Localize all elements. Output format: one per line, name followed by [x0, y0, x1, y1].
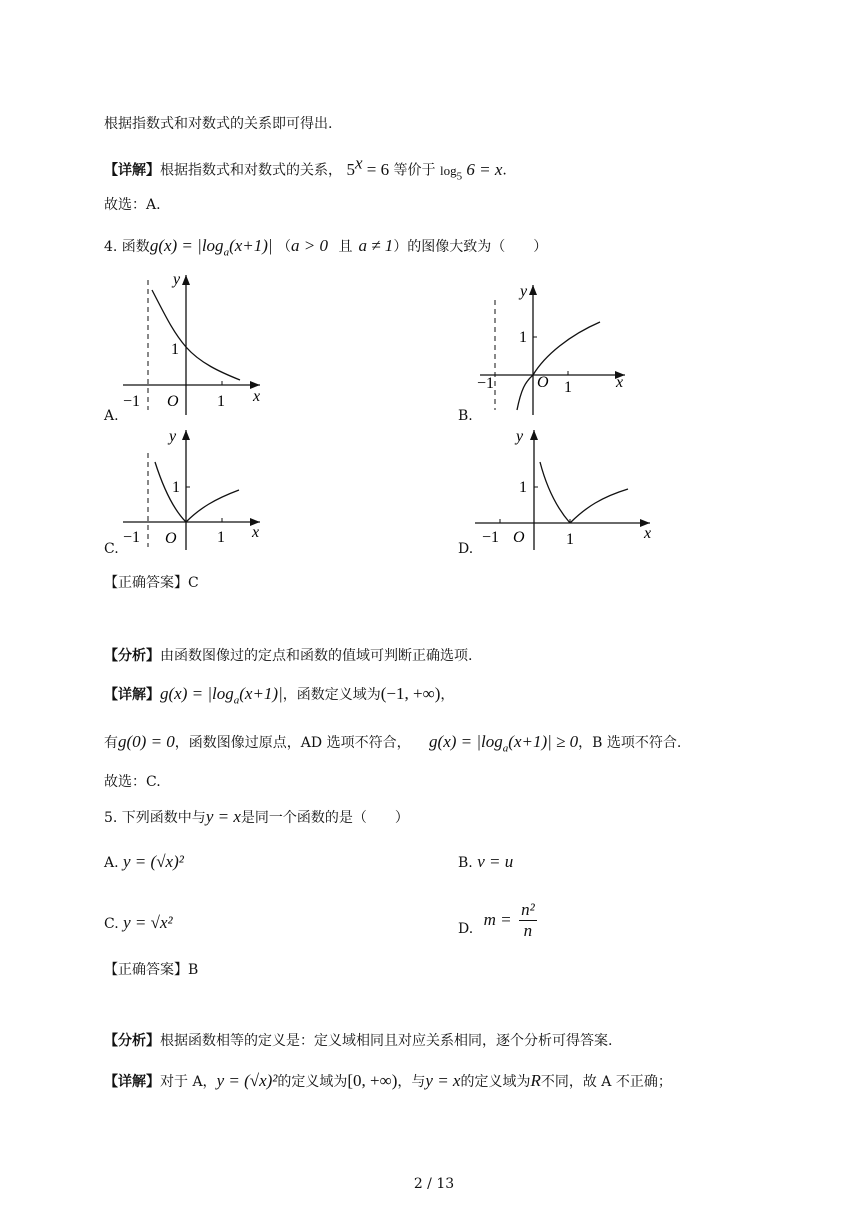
graph-b-x-label: x: [616, 374, 624, 391]
q5-d-numerator: n²: [521, 900, 535, 919]
graph-c-y-one: 1: [172, 479, 180, 496]
q4-cond1: a > 0: [291, 236, 329, 255]
option-c-label: C.: [104, 541, 119, 557]
q3-choice: 故选：A.: [104, 197, 161, 213]
q4-stem: 4. 函数$g(x) = |\log_a(x+1)|$ （a > 0 且 a ≠ 1）的图像大致为（ ）: [104, 236, 548, 259]
q3-expr1: $5^x = 6$: [346, 153, 390, 179]
q5-answer: 【正确答案】B: [104, 962, 199, 978]
q4-func: $g(x) = |\log_a(x+1)|$: [149, 236, 273, 259]
graph-a-y-label: y: [173, 271, 181, 288]
page-number: 2 / 13: [413, 1176, 455, 1192]
graph-d-y-label: y: [516, 428, 524, 445]
q4-domain: (−1, +∞): [380, 684, 441, 703]
q4-cond2: a ≠ 1: [358, 236, 394, 255]
graph-d-neg-one: −1: [482, 529, 500, 546]
q4-detail-line2: 有g(0) = 0，函数图像过原点，AD 选项不符合， $g(x) = |\log_a(x+1)| \ge 0$，B 选项不符合.: [104, 732, 682, 755]
graph-d-origin: O: [513, 529, 525, 546]
graph-b-one: 1: [564, 379, 572, 396]
graph-b-neg-one: −1: [477, 375, 495, 392]
q5-stem: 5. 下列函数中与y = x是同一个函数的是（ ）: [104, 807, 409, 826]
graph-a-x-label: x: [253, 388, 261, 405]
q4-detail-expr: $g(x) = |\log_a(x+1)|$: [160, 684, 283, 707]
q4-analysis: 【分析】由函数图像过的定点和函数的值域可判断正确选项.: [104, 648, 473, 664]
graph-c-one: 1: [217, 529, 225, 546]
graph-d-y-one: 1: [519, 479, 527, 496]
q5-option-a: A. y = (√x)²: [104, 852, 184, 871]
graph-b: [475, 280, 635, 420]
q5-option-d: D. m = $\frac{\text{n²}}{n}$: [458, 900, 535, 940]
graph-a: [115, 270, 275, 420]
q3-expr2: $\log_5 6 = x$: [440, 159, 503, 183]
intro-line: 根据指数式和对数式的关系即可得出.: [104, 116, 333, 132]
q5-d-denominator: n: [523, 921, 533, 940]
graph-d: [470, 425, 660, 555]
graph-a-origin: O: [167, 393, 179, 410]
q4-answer: 【正确答案】C: [104, 575, 199, 591]
graph-c-origin: O: [165, 530, 177, 547]
graph-b-origin: O: [537, 374, 549, 391]
graph-d-one: 1: [566, 531, 574, 548]
q5-stem-expr: y = x: [205, 807, 241, 826]
option-a-label: A.: [104, 408, 119, 424]
q5-option-b: B. v = u: [458, 852, 514, 871]
option-b-label: B.: [458, 408, 473, 424]
q3-detail: 【详解】根据指数式和对数式的关系， $5^x = 6$ 等价于 $\log_5 6 = x$.: [104, 153, 507, 183]
graph-c-x-label: x: [252, 524, 260, 541]
q5-option-c: C. y = √x²: [104, 913, 173, 932]
graph-d-x-label: x: [644, 525, 652, 542]
q4-choice: 故选：C.: [104, 774, 161, 790]
q5-detail: 【详解】对于 A，y = (√x)²的定义域为[0, +∞)，与y = x的定义域为R不同，故 A 不正确；: [104, 1071, 672, 1090]
q4-g-nonneg: $g(x) = |\log_a(x+1)| \ge 0$: [429, 732, 579, 755]
q3-detail-prefix: 根据指数式和对数式的关系，: [160, 162, 342, 179]
graph-c: [115, 425, 275, 555]
graph-c-y-label: y: [169, 428, 177, 445]
q4-g0: g(0) = 0: [118, 732, 175, 751]
graph-a-one: 1: [217, 393, 225, 410]
graph-b-y-label: y: [520, 283, 528, 300]
graph-a-neg-one: −1: [123, 393, 141, 410]
q3-middle: 等价于: [393, 162, 436, 179]
graph-b-y-one: 1: [519, 329, 527, 346]
q4-detail: 【详解】$g(x) = |\log_a(x+1)|$，函数定义域为(−1, +∞)，: [104, 684, 455, 707]
graph-c-neg-one: −1: [123, 529, 141, 546]
graph-a-y-one: 1: [171, 341, 179, 358]
q5-analysis: 【分析】根据函数相等的定义是：定义域相同且对应关系相同，逐个分析可得答案.: [104, 1033, 613, 1049]
q3-detail-label: 【详解】: [104, 162, 160, 179]
option-d-label: D.: [458, 541, 474, 557]
